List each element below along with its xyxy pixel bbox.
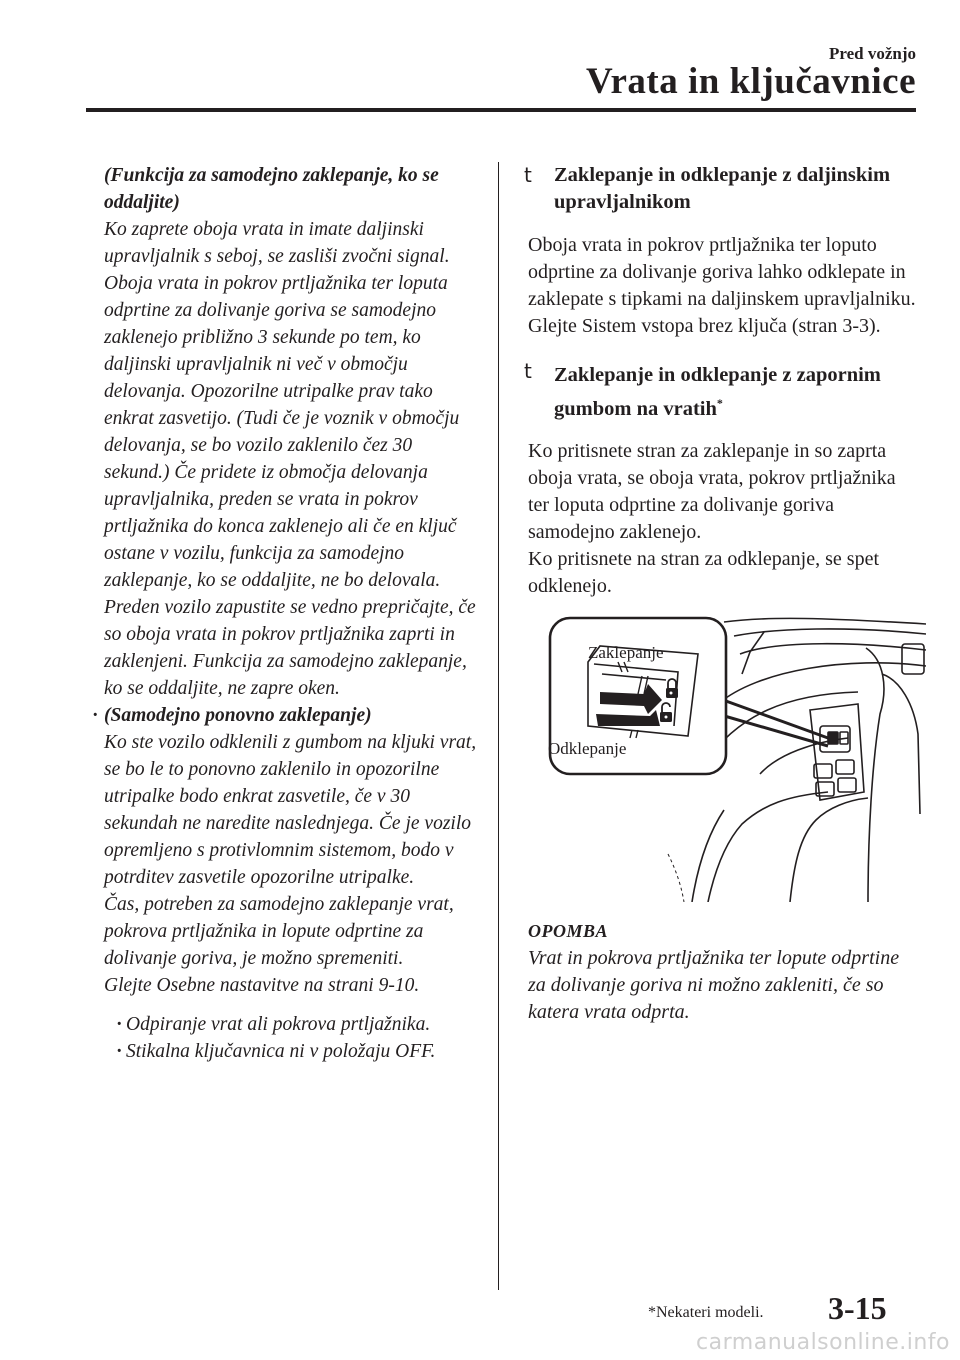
watermark: carmanualsonline.info <box>696 1330 950 1355</box>
bullet-dot: · <box>116 1041 123 1062</box>
optional-mark: * <box>716 396 723 411</box>
auto-lock-walkaway-text: Ko zaprete oboja vrata in imate daljinski upravljalnik s seboj, se zasliši zvočni signal. Oboja vrata in pokrov prtljažnika ter loputa odprtine za dolivanje goriva se samodejno zaklenejo približno 3 sekunde po tem, ko daljinski upravljalnik ni več v območju delovanja. Opozorilne utripalke prav tako enkrat zasvetijo. (Tudi če je voznik v območju delovanja, se bo vozilo zaklenilo čez 30 sekund.) Če pridete iz območja delovanja upravljalnika, preden se vrata in pokrov prtljažnika do konca zaklenejo ali če en ključ ostane v vozilu, funkcija za samodejno zaklepanje, ko se oddaljite, ne bo delovala. Preden vozilo zapustite se vedno prepričajte, če so oboja vrata in pokrov prtljažnika zaprti in zaklenjeni. Funkcija za samodejno zaklepanje, ko se oddaljite, ne zapre oken. <box>104 219 476 699</box>
label-unlock: Odklepanje <box>548 739 627 758</box>
footnote: *Nekateri modeli. <box>648 1304 764 1321</box>
right-column <box>510 162 916 1026</box>
door-button-unlock-text: Ko pritisnete na stran za odklepanje, se spet odklenejo. <box>528 548 879 597</box>
door-panel-drawing <box>528 614 926 902</box>
note-title: OPOMBA <box>528 921 609 941</box>
bullet-dot: · <box>116 1014 123 1035</box>
personal-settings-ref: Glejte Osebne nastavitve na strani 9-10. <box>104 975 420 996</box>
door-button-lock-text: Ko pritisnete stran za zaklepanje in so zaprta oboja vrata, se oboja vrata, pokrov prtljažnika ter loputa odprtine za dolivanje goriva samodejno zaklenejo. <box>528 440 896 543</box>
heading-marker-icon: t <box>524 163 532 187</box>
auto-relock-item <box>92 702 482 729</box>
header-section-label: Pred vožnjo <box>828 44 916 63</box>
page-title: Vrata in ključavnice <box>586 61 916 102</box>
door-lock-switch-illustration <box>528 614 926 902</box>
auto-lock-time-text: Čas, potreben za samodejno zaklepanje vrat, pokrova prtljažnika in lopute odprtine za dolivanje goriva, je možno spremeniti. <box>104 894 454 969</box>
label-lock: Zaklepanje <box>588 643 664 662</box>
condition-list <box>104 1011 482 1065</box>
auto-relock-text: Ko ste vozilo odklenili z gumbom na kljuki vrat, se bo le to ponovno zaklenilo in opozorilne utripalke bodo enkrat zasvetile, če v 30 sekundah ne naredite naslednjega. Če je vozilo opremljeno s protivlomnim sistemom, bodo v potrditev zasvetile opozorilne utripalke. <box>104 732 477 888</box>
heading-marker-icon: t <box>524 359 532 383</box>
column-divider <box>498 162 499 1290</box>
auto-relock-title: (Samodejno ponovno zaklepanje) <box>104 705 372 726</box>
list-item: · Stikalna ključavnica ni v položaju OFF. <box>126 1038 482 1065</box>
remote-text: Oboja vrata in pokrov prtljažnika ter loputo odprtine za dolivanje goriva lahko odklepate in zaklepate s tipkami na daljinskem upravljalniku. Glejte Sistem vstopa brez ključa (stran 3-3). <box>528 234 916 337</box>
list-item: · Odpiranje vrat ali pokrova prtljažnika. <box>126 1011 482 1038</box>
auto-lock-walkaway-title: (Funkcija za samodejno zaklepanje, ko se oddaljite) <box>104 165 439 213</box>
heading-door-button: t Zaklepanje in odklepanje z zapornim gumbom na vratih* <box>524 359 881 420</box>
header-rule <box>86 108 916 112</box>
bullet-dot: · <box>92 705 99 726</box>
left-column <box>92 162 482 1065</box>
note-text: Vrat in pokrova prtljažnika ter lopute odprtine za dolivanje goriva ni možno zakleniti, če so katera vrata odprta. <box>528 947 900 1023</box>
page-number: 3-15 <box>828 1290 887 1326</box>
heading-remote: t Zaklepanje in odklepanje z daljinskim upravljalnikom <box>524 163 891 213</box>
